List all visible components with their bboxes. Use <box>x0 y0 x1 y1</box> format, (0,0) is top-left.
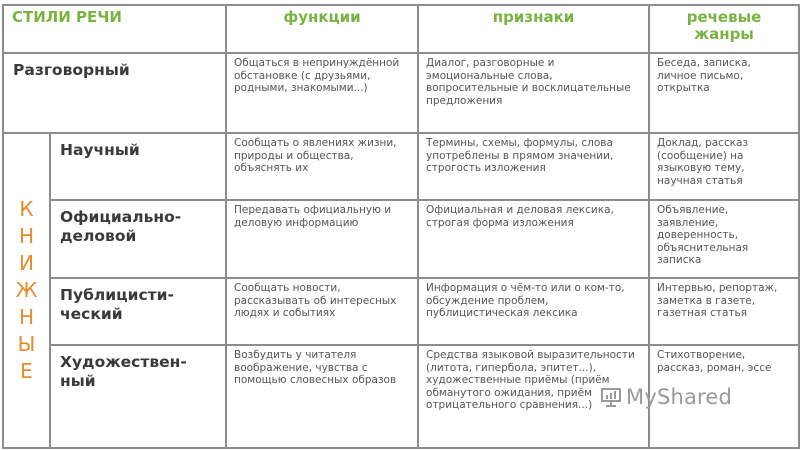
header-row <box>3 5 799 53</box>
functions-cell: Сообщать новости, рассказывать об интересных людях и событиях <box>226 278 418 345</box>
functions-cell: Общаться в непринуждённой обстановке (с друзьями, родными, знакомыми...) <box>226 53 418 133</box>
genres-cell: Беседа, записка, личное письмо, открытка <box>649 53 799 133</box>
genres-cell: Стихотворение, рассказ, роман, эссе <box>649 345 799 448</box>
speech-styles-table <box>2 4 800 449</box>
style-name: Официально-деловой <box>50 200 226 278</box>
table-row <box>3 200 799 278</box>
table-row <box>3 133 799 200</box>
watermark-text: MyShared <box>626 385 733 409</box>
functions-cell: Передавать официальную и деловую информацию <box>226 200 418 278</box>
genres-cell: Объявление, заявление, доверенность, объяснительная записка <box>649 200 799 278</box>
signs-cell: Термины, схемы, формулы, слова употреблены в прямом значении, строгость изложения <box>418 133 649 200</box>
header-genres: речевые жанры <box>649 5 799 53</box>
header-functions: функции <box>226 5 418 53</box>
table-row <box>3 53 799 133</box>
table-row <box>3 278 799 345</box>
vertical-letter: Н <box>18 305 35 329</box>
vertical-letter: Ж <box>15 278 38 302</box>
header-signs: признаки <box>418 5 649 53</box>
myshared-watermark <box>600 385 732 409</box>
style-name: Разговорный <box>3 53 226 133</box>
functions-cell: Возбудить у читателя воображение, чувства с помощью словесных образов <box>226 345 418 448</box>
functions-cell: Сообщать о явлениях жизни, природы и общества, объяснять их <box>226 133 418 200</box>
style-name: Публицисти-ческий <box>50 278 226 345</box>
style-name: Научный <box>50 133 226 200</box>
signs-cell: Средства языковой выразительности (литота, гипербола, эпитет...), художественные приёмы (приём обманутого ожидания, приём отрицательного сравнения...) <box>418 345 649 448</box>
vertical-letter: И <box>19 251 34 275</box>
style-name: Художествен-ный <box>50 345 226 448</box>
header-styles: СТИЛИ РЕЧИ <box>3 5 226 53</box>
signs-cell: Диалог, разговорные и эмоциональные слова, вопросительные и восклицательные предложения <box>418 53 649 133</box>
bookish-vertical-label <box>3 133 50 448</box>
genres-cell: Интервью, репортаж, заметка в газете, газетная статья <box>649 278 799 345</box>
vertical-letter: Н <box>18 224 35 248</box>
vertical-letter: К <box>19 197 34 221</box>
vertical-letter: Ы <box>17 332 36 356</box>
vertical-letter: Е <box>20 359 33 383</box>
signs-cell: Информация о чём-то или о ком-то, обсуждение проблем, публицистическая лексика <box>418 278 649 345</box>
signs-cell: Официальная и деловая лексика, строгая форма изложения <box>418 200 649 278</box>
presentation-board-icon <box>600 386 622 408</box>
genres-cell: Доклад, рассказ (сообщение) на языковую тему, научная статья <box>649 133 799 200</box>
